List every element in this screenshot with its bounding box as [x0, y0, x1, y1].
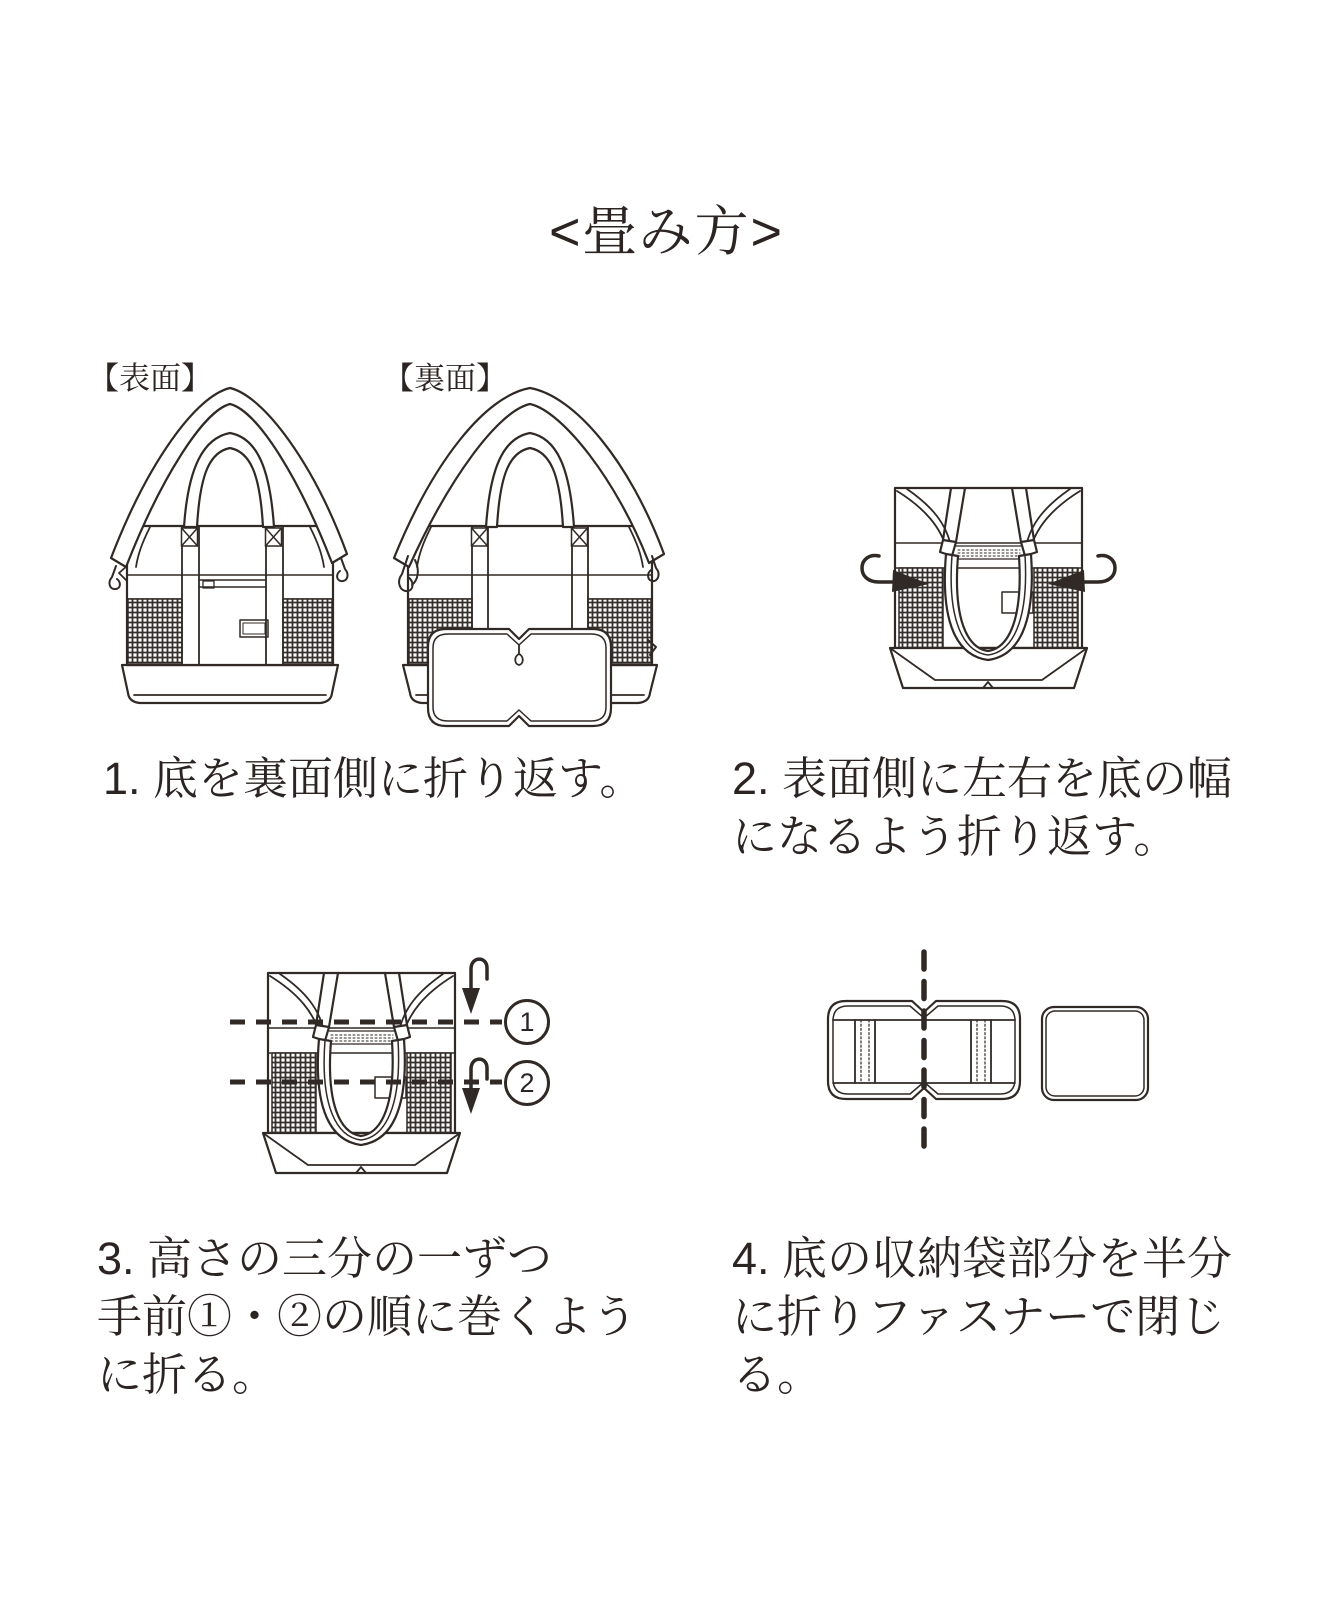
step-2-caption: [732, 750, 1232, 866]
step-4-caption: [732, 1230, 1232, 1404]
caption-line: 3. 高さの三分の一ずつ: [97, 1233, 553, 1284]
front-bag-illustration: [109, 388, 347, 703]
page-title: <畳み方>: [548, 202, 785, 262]
back-bag-illustration: [394, 388, 664, 726]
step3-bag-illustration: [230, 959, 502, 1173]
caption-line: る。: [732, 1349, 823, 1400]
roll-arrow-2-icon: [462, 1059, 487, 1114]
folded-result-shape: [1042, 1007, 1148, 1100]
fold-order-marker-2: 2: [504, 1060, 550, 1106]
fold-order-marker-1: 1: [504, 999, 550, 1045]
step4-pouch-illustration: [828, 952, 1148, 1157]
back-view-label: 【裏面】: [383, 361, 507, 396]
caption-line: になるよう折り返す。: [732, 811, 1179, 862]
roll-arrow-1-icon: [462, 959, 487, 1014]
caption-line: 1. 底を裏面側に折り返す。: [103, 753, 645, 804]
caption-line: に折る。: [97, 1349, 278, 1400]
caption-line: に折りファスナーで閉じ: [732, 1291, 1226, 1342]
caption-line: 2. 表面側に左右を底の幅: [732, 753, 1233, 804]
step2-bag-illustration: [862, 488, 1115, 688]
front-view-label: 【表面】: [88, 361, 212, 396]
step-1-caption: [103, 750, 644, 808]
step-3-caption: [97, 1230, 637, 1404]
caption-line: 4. 底の収納袋部分を半分: [732, 1233, 1233, 1284]
caption-line: 手前①・②の順に巻くよう: [97, 1291, 638, 1342]
